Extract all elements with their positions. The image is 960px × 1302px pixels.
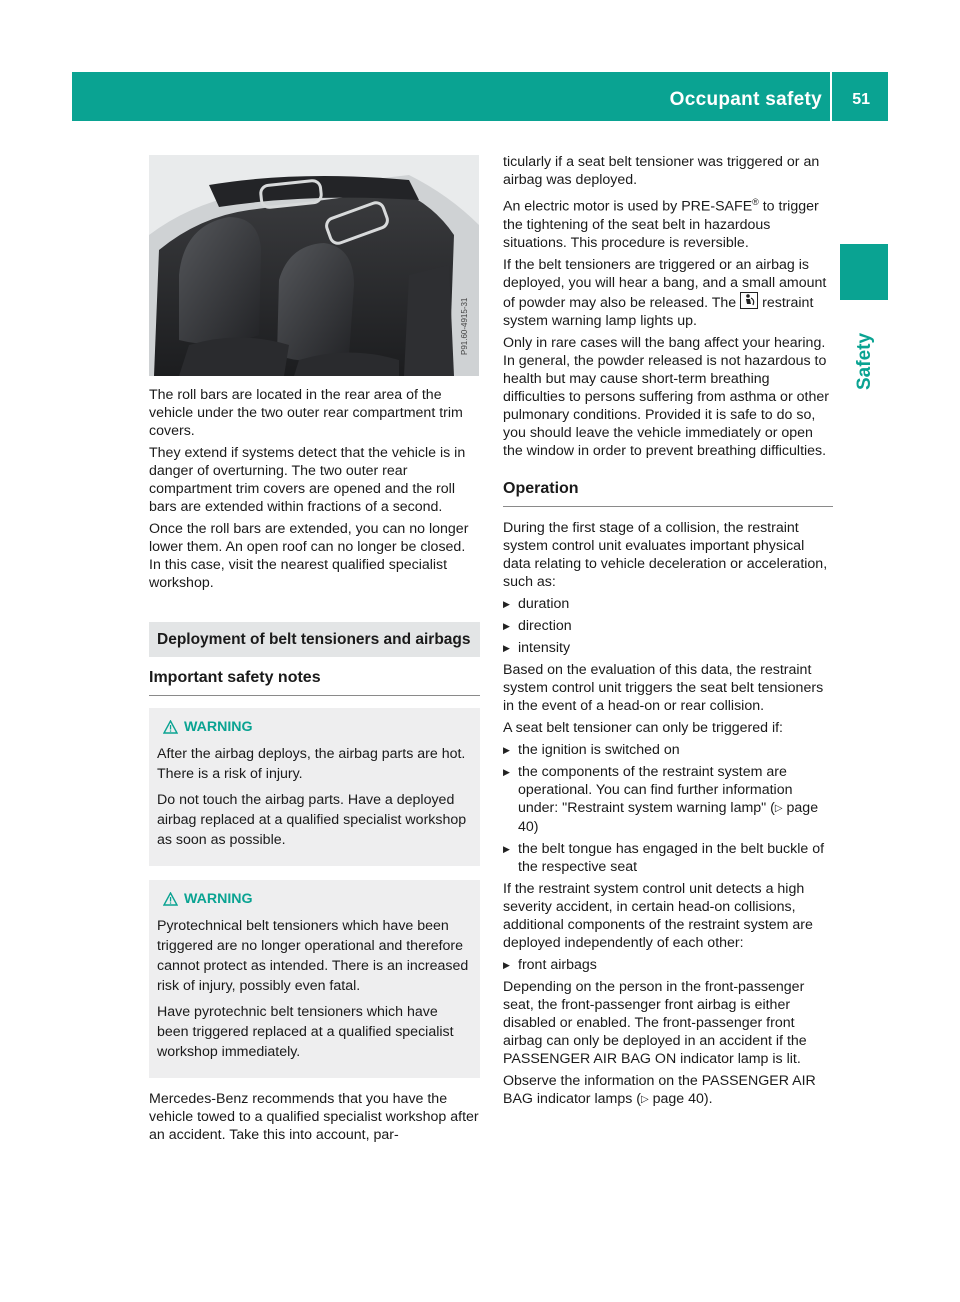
indicator-lamp-reference-text — [503, 1072, 833, 1109]
list-item: ▶ intensity — [503, 639, 833, 657]
roll-bar-lower-text: Once the roll bars are extended, you can no longer lower them. An open roof can no longer be closed. In this case, visit the nearest qualified specialist workshop. — [149, 521, 469, 591]
front-passenger-airbag-text: Depending on the person in the front-passenger seat, the front-passenger front airbag is either disabled or enabled. The front-passenger front airbag can only be deployed in an accident if the PASSENGER AIR BAG ON indicator lamp is lit. — [503, 978, 807, 1067]
tensioner-bang-text-part: If the belt tensioners are triggered or an airbag is deployed, you will hear a bang, and a small amount of powder may also be released. The — [503, 256, 827, 311]
page-reference-link[interactable]: page 40). — [652, 1090, 713, 1107]
list-item-text: the components of the restraint system are operational. You can find further information under: "Restraint system warning lamp" ( — [518, 763, 793, 816]
list-item: ▶ the belt tongue has engaged in the belt buckle of the respective seat — [503, 840, 833, 876]
chapter-title: Occupant safety — [669, 89, 822, 110]
page-reference-arrow-icon: ▷ — [640, 1093, 649, 1105]
list-item: ▶ front airbags — [503, 956, 833, 974]
tensioner-trigger-text: Based on the evaluation of this data, the restraint system control unit triggers the seat belt tensioners in the event of a head-on or rear collision. — [503, 661, 824, 714]
figure-code: P91.60-4915-31 — [460, 297, 469, 355]
list-item: ▶ duration — [503, 595, 833, 613]
pre-safe-text-part: An electric motor is used by PRE-SAFE — [503, 198, 753, 215]
operation-heading: Operation — [503, 478, 833, 507]
pre-safe-text-part: to trigger the tightening of the seat belt in hazardous situations. This procedure is reversible. — [503, 198, 819, 251]
collision-evaluation-text: During the first stage of a collision, the restraint system control unit evaluates important physical data relating to vehicle deceleration or acceleration, such as: — [503, 519, 828, 590]
tensioner-bang-text-part: restraint system warning lamp lights up. — [503, 294, 814, 329]
convertible-interior-image — [149, 155, 479, 376]
hearing-health-text: Only in rare cases will the bang affect your hearing. In general, the powder released is not hazardous to health but may cause short-term breathing difficulties to persons suffering from asthma or other pulmonary conditions. Provided it is safe to do so, you should leave the vehicle immediately or open the window in order to prevent breathing difficulties. — [503, 334, 829, 459]
page-reference-link[interactable]: page 40) — [518, 799, 819, 835]
reference-text-part: Observe the information on the PASSENGER AIR BAG indicator lamps ( — [503, 1072, 816, 1107]
right-column — [503, 153, 833, 1113]
restraint-system-warning-lamp-icon — [740, 292, 758, 309]
roll-bar-extend-text: They extend if systems detect that the vehicle is in danger of overturning. The two outer rear compartment trim covers are opened and the roll bars are extended within fractions of a second. — [149, 445, 466, 515]
tensioner-bang-text — [503, 256, 833, 330]
tensioner-condition-intro: A seat belt tensioner can only be triggered if: — [503, 719, 783, 736]
section-heading-belt-tensioners: Deployment of belt tensioners and airbags — [149, 622, 480, 657]
towing-recommendation-text: Mercedes-Benz recommends that you have the vehicle towed to a qualified specialist workshop after an accident. Take this into account, par- — [149, 1091, 479, 1143]
warning-label: WARNING — [184, 891, 253, 907]
warning-text: Pyrotechnical belt tensioners which have been triggered are no longer operational and therefore cannot protect as intended. There is an increased risk of injury, possibly even fatal. — [157, 918, 469, 994]
warning-title — [157, 890, 472, 908]
registered-mark: ® — [752, 197, 759, 207]
warning-text: Do not touch the airbag parts. Have a deployed airbag replaced at a qualified specialist workshop as soon as possible. — [157, 792, 467, 848]
warning-box-airbag — [149, 708, 480, 866]
trigger-conditions-list — [503, 741, 833, 876]
warning-label: WARNING — [184, 719, 253, 735]
roll-bar-photo — [149, 155, 479, 376]
pre-safe-text — [503, 193, 833, 252]
warning-box-belt-tensioner — [149, 880, 480, 1078]
roll-bar-location-text: The roll bars are located in the rear area of the vehicle under the two outer rear compartment trim covers. — [149, 387, 463, 439]
left-column — [149, 386, 480, 1148]
list-item: ▶ direction — [503, 617, 833, 635]
section-tab-marker — [840, 244, 888, 300]
page-reference-arrow-icon: ▷ — [774, 802, 783, 814]
page-header — [72, 72, 888, 121]
warning-triangle-icon — [163, 892, 178, 906]
list-item: ▶ the ignition is switched on — [503, 741, 833, 759]
page-number: 51 — [852, 91, 870, 108]
warning-text: Have pyrotechnic belt tensioners which have been triggered replaced at a qualified specialist workshop immediately. — [157, 1004, 454, 1060]
high-severity-text: If the restraint system control unit detects a high severity accident, in certain head-on collisions, additional components of the restraint system are deployed independently of each other: — [503, 880, 813, 951]
header-divider — [830, 72, 832, 121]
warning-triangle-icon — [163, 720, 178, 734]
evaluation-criteria-list — [503, 595, 833, 657]
continued-text: ticularly if a seat belt tensioner was triggered or an airbag was deployed. — [503, 154, 820, 188]
warning-text: After the airbag deploys, the airbag parts are hot. There is a risk of injury. — [157, 746, 466, 782]
deployed-components-list — [503, 956, 833, 974]
warning-title — [157, 718, 472, 736]
list-item — [503, 763, 833, 836]
section-tab-label: Safety — [854, 332, 875, 390]
important-safety-notes-heading: Important safety notes — [149, 667, 480, 696]
